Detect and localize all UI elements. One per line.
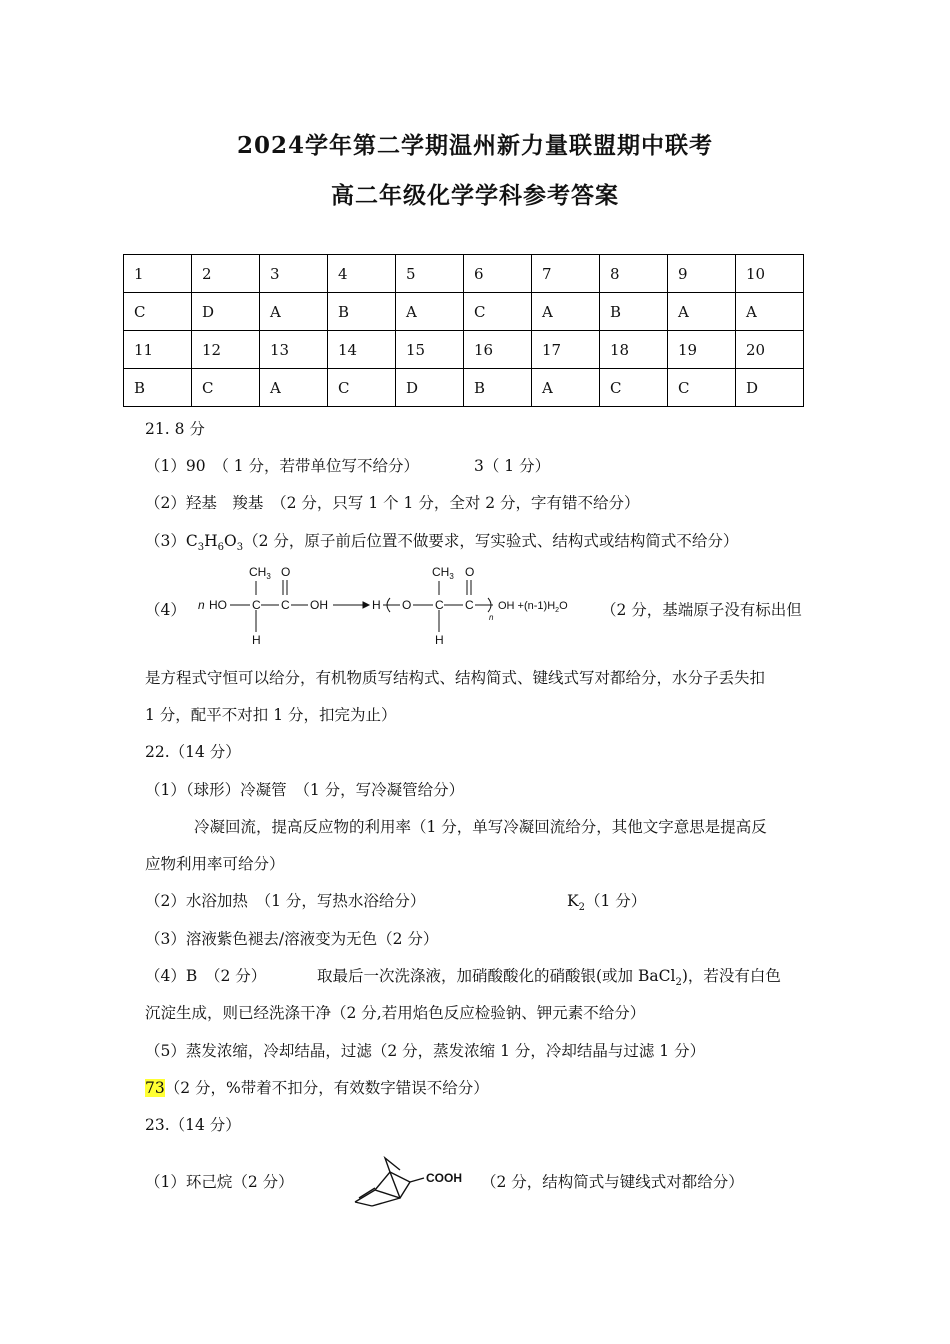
eq-oh: OH [310,598,328,612]
q22-part1b: 冷凝回流，提高反应物的利用率（1 分，单写冷凝回流给分，其他文字意思是提高反 [194,818,767,836]
eq-o-top: O [281,565,291,579]
q23-part1b: （2 分，结构简式与键线式对都给分） [481,1173,744,1191]
table-cell: B [600,293,668,331]
table-cell: C [668,369,736,407]
table-cell: 20 [736,331,804,369]
table-cell: 13 [260,331,328,369]
page-subtitle: 高二年级化学学科参考答案 [331,182,619,209]
table-cell: B [124,369,192,407]
table-cell: 14 [328,331,396,369]
eq-n: n [198,598,205,612]
table-row [124,331,804,369]
eq-ho: HO [209,598,227,612]
eq-c1: C [252,598,261,612]
table-cell: 17 [532,331,600,369]
table-cell: 18 [600,331,668,369]
table-cell: A [532,369,600,407]
table-row [124,293,804,331]
table-cell: A [668,293,736,331]
q22-part4c: 沉淀生成，则已经洗涤干净（2 分,若用焰色反应检验钠、钾元素不给分） [145,1004,646,1022]
eq-prod-h-bottom: H [435,633,444,647]
q22-header: 22.（14 分） [145,743,241,761]
table-cell: 10 [736,255,804,293]
eq-c2: C [281,598,290,612]
table-cell: 7 [532,255,600,293]
q21-part4-cont2: 1 分，配平不对扣 1 分，扣完为止） [145,706,397,724]
table-cell: 11 [124,331,192,369]
q22-part1: （1）（球形）冷凝管 （1 分，写冷凝管给分） [145,781,465,799]
eq-prod-ch3: $CH_3$ [432,565,454,581]
table-cell: B [328,293,396,331]
table-cell: A [260,293,328,331]
q23-header: 23.（14 分） [145,1116,241,1134]
table-cell: 1 [124,255,192,293]
eq-prod-n: n [489,613,494,622]
table-cell: 5 [396,255,464,293]
q22-part4b: 取最后一次洗涤液，加硝酸酸化的硝酸银(或加 BaCl$_2$)，若没有白色 [317,967,781,989]
q21-header: 21. 8 分 [145,420,205,438]
table-cell: 9 [668,255,736,293]
table-cell: 6 [464,255,532,293]
highlighted-value: 73 [145,1079,165,1097]
table-cell: D [736,369,804,407]
table-cell: D [192,293,260,331]
q21-part3 [145,529,738,553]
bicyclic-structure [350,1150,475,1210]
table-cell: C [600,369,668,407]
q22-part6: 73（2 分，%带着不扣分，有效数字错误不给分） [145,1079,489,1097]
answer-table [123,254,804,407]
eq-prod-o-top: O [465,565,475,579]
eq-prod-c2: C [465,598,474,612]
q22-part2b: $K_2(1$ 分） [567,892,647,914]
table-cell: C [328,369,396,407]
page-title: 2024学年第二学期温州新力量联盟期中联考 [236,132,713,159]
q21-part1: （1）90 （ 1 分，若带单位写不给分） [145,457,420,475]
table-cell: 8 [600,255,668,293]
q22-part4a: （4）B （2 分） [145,967,267,985]
table-row [124,369,804,407]
table-cell: A [260,369,328,407]
table-cell: D [396,369,464,407]
q21-part1b: 3（ 1 分） [474,457,551,475]
q22-part2a: （2）水浴加热 （1 分，写热水浴给分） [145,892,426,910]
q21-part2: （2）羟基 羧基 （2 分，只写 1 个 1 分，全对 2 分，字有错不给分） [145,494,640,512]
eq-prod-c1: C [435,598,444,612]
eq-prod-h: H [372,598,381,612]
table-cell: A [532,293,600,331]
q22-part5: （5）蒸发浓缩，冷却结晶，过滤（2 分，蒸发浓缩 1 分，冷却结晶与过滤 1 分） [145,1042,706,1060]
eq-prod-tail: OH $+(n-1)H_2O$ [498,600,568,614]
q21-part4-note: （2 分，基端原子没有标出但 [601,601,802,619]
eq-prod-o: O [402,598,412,612]
q22-part3: （3）溶液紫色褪去/溶液变为无色（2 分） [145,930,439,948]
table-cell: A [396,293,464,331]
table-cell: 12 [192,331,260,369]
molecular-formula: $C_3H_6O_3$ [185,532,244,554]
table-cell: 2 [192,255,260,293]
q21-part3-prefix: （3） [145,532,186,550]
q21-part4-prefix: （4） [145,601,186,619]
table-cell: A [736,293,804,331]
table-cell: C [192,369,260,407]
table-cell: C [464,293,532,331]
eq-h-bottom: H [252,633,261,647]
cooh-label: COOH [426,1171,462,1185]
q22-part1c: 应物利用率可给分） [145,855,285,873]
table-cell: 16 [464,331,532,369]
table-cell: 15 [396,331,464,369]
table-cell: B [464,369,532,407]
q21-part3-note: （2 分，原子前后位置不做要求，写实验式、结构式或结构简式不给分） [243,532,739,550]
table-cell: C [124,293,192,331]
table-cell: 19 [668,331,736,369]
eq-ch3: $CH_3$ [249,565,271,581]
table-cell: 4 [328,255,396,293]
q21-part4-cont1: 是方程式守恒可以给分，有机物质写结构式、结构简式、键线式写对都给分，水分子丢失扣 [145,669,766,687]
q23-part1a: （1）环己烷（2 分） [145,1173,294,1191]
table-row [124,255,804,293]
polymerization-equation [195,562,595,652]
table-cell: 3 [260,255,328,293]
